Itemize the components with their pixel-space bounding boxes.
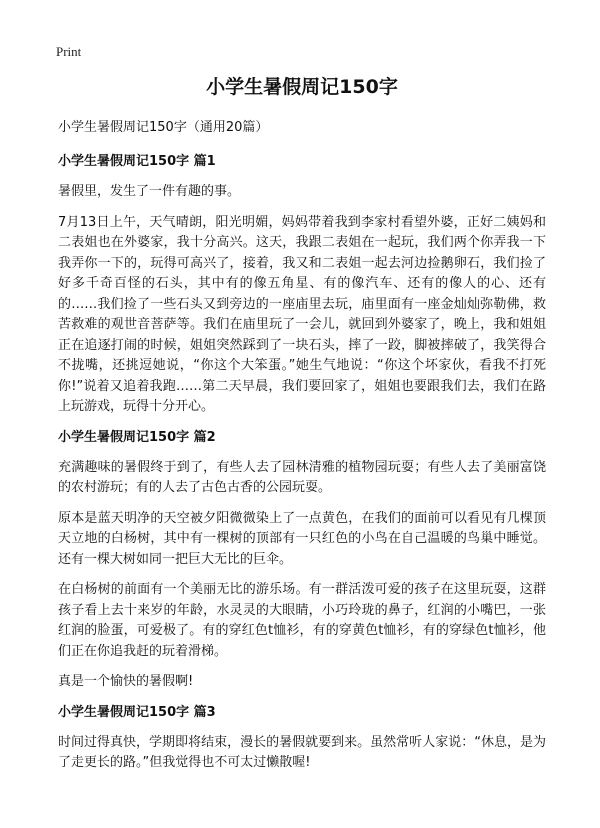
page-title: 小学生暑假周记150字 — [206, 76, 398, 98]
paragraph: 原本是蓝天明净的天空被夕阳微微染上了一点黄色，在我们的面前可以看见有几棵顶天立地的白杨树，其中有一棵树的顶部有一只红色的小鸟在自己温暖的鸟巢中睡觉。还有一棵大树如同一把巨大无比的巨伞。 — [58, 510, 546, 567]
print-link[interactable]: Print — [56, 44, 82, 59]
paragraph: 在白杨树的前面有一个美丽无比的游乐场。有一群活泼可爱的孩子在这里玩耍，这群孩子看上去十来岁的年龄，水灵灵的大眼睛，小巧玲珑的鼻子，红润的小嘴巴，一张红润的脸蛋，可爱极了。有的穿红色t恤衫，有的穿黄色t恤衫，有的穿绿色t恤衫，他们正在你追我赶的玩着滑梯。 — [58, 582, 546, 659]
paragraph: 真是一个愉快的暑假啊! — [58, 674, 194, 689]
article-section-1 — [58, 152, 546, 418]
section-heading: 小学生暑假周记150字 篇3 — [58, 704, 216, 720]
paragraph: 7月13日上午，天气晴朗，阳光明媚，妈妈带着我到李家村看望外婆，正好二姨妈和二表姐也在外婆家，我十分高兴。这天，我跟二表姐在一起玩，我们两个你弄我一下我弄你一下的，玩得可高兴了，接着，我又和二表姐一起去河边捡鹅卵石，我们捡了好多千奇百怪的石头，其中有的像五角星、有的像汽车、还有的像人的心、还有的……我们捡了一些石头又到旁边的一座庙里去玩，庙里面有一座金灿灿弥勒佛，救苦救难的观世音菩萨等。我们在庙里玩了一会儿，就回到外婆家了，晚上，我和姐姐正在追逐打闹的时候，姐姐突然踩到了一块石头，摔了一跤，脚被摔破了，我笑得合不拢嘴，还挑逗她说，“你这个大笨蛋。”她生气地说：“你这个坏家伙，看我不打死你!”说着又追着我跑……第二天早晨，我们要回家了，姐姐也要跟我们去，我们在路上玩游戏，玩得十分开心。 — [58, 214, 546, 414]
document-body — [58, 74, 546, 784]
article-section-2 — [58, 428, 546, 693]
article-section-3 — [58, 703, 546, 774]
section-heading: 小学生暑假周记150字 篇2 — [58, 429, 216, 445]
section-heading: 小学生暑假周记150字 篇1 — [58, 154, 216, 169]
paragraph: 暑假里，发生了一件有趣的事。 — [58, 184, 241, 199]
paragraph: 时间过得真快，学期即将结束，漫长的暑假就要到来。虽然常听人家说：“休息，是为了走更长的路。”但我觉得也不可太过懒散喔! — [58, 734, 546, 770]
paragraph: 充满趣味的暑假终于到了，有些人去了园林清雅的植物园玩耍；有些人去了美丽富饶的农村游玩；有的人去了古色古香的公园玩耍。 — [58, 459, 546, 495]
document-subtitle: 小学生暑假周记150字（通用20篇） — [58, 120, 269, 135]
